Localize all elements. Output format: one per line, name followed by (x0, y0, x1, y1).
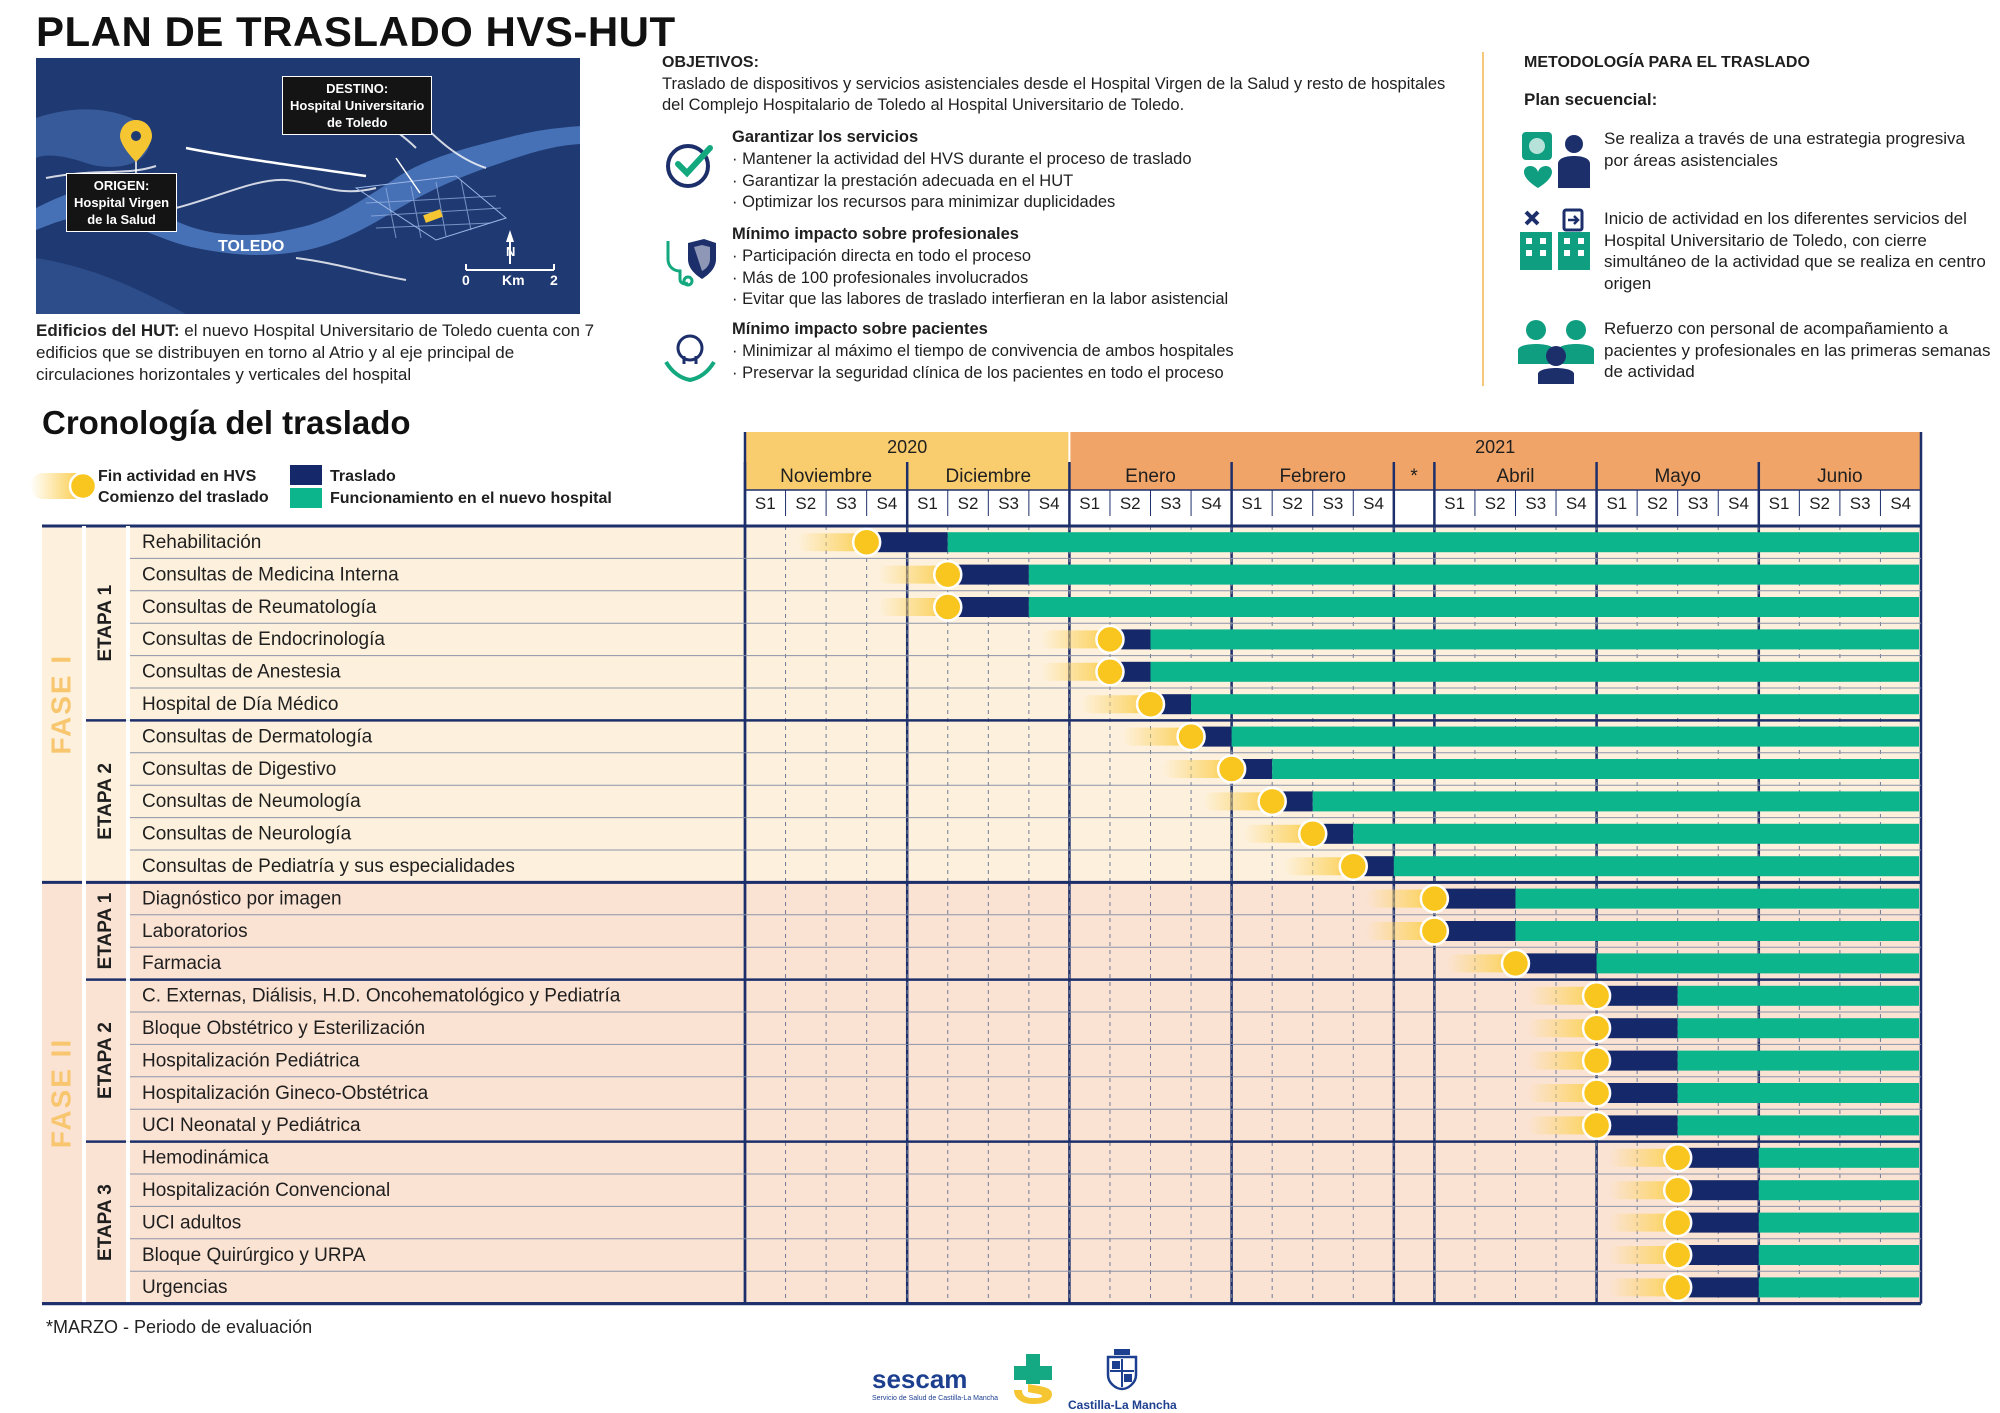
scale-unit: Km (502, 272, 525, 288)
service-label: Consultas de Anestesia (142, 661, 341, 683)
year-label: 2021 (1475, 437, 1516, 457)
legend-traslado-label: Traslado (330, 468, 396, 485)
service-label: Hospital de Día Médico (142, 694, 339, 715)
month-label: Junio (1817, 466, 1863, 487)
objetivo-block: Mínimo impacto sobre profesionales · Participación directa en todo el proceso · Más de 100 profesionales involucrados · Evitar que las labores de traslado interfieran en la labor asistencial (662, 225, 1422, 315)
fase-label: FASE I (45, 653, 77, 755)
funcionamiento-bar (1678, 1051, 1919, 1071)
funcionamiento-bar (1759, 1180, 1919, 1200)
service-label: UCI adultos (142, 1212, 242, 1234)
start-marker (1421, 885, 1448, 912)
etapa-label: ETAPA 1 (95, 892, 117, 970)
origen-label: ORIGEN: Hospital Virgen de la Salud (66, 173, 177, 232)
week-label: S4 (1728, 494, 1749, 513)
week-label: S3 (998, 494, 1019, 513)
objetivos-description: Traslado de dispositivos y servicios asistenciales desde el Hospital Virgen de la Salud y resto de hospitales del Complejo Hospitalario de Toledo al Hospital Universitario de Toledo. (662, 75, 1446, 114)
week-label: S1 (1444, 494, 1466, 513)
objetivo-block: Mínimo impacto sobre pacientes · Minimizar al máximo el tiempo de convivencia de ambos hospitales · Preservar la seguridad clínica de los pacientes en todo el proceso (662, 320, 1422, 390)
week-label: S2 (1647, 494, 1668, 513)
week-cell (1394, 490, 1435, 516)
week-label: S2 (795, 494, 817, 513)
week-label: S1 (917, 494, 938, 513)
week-label: S4 (876, 494, 898, 513)
week-label: S2 (1282, 494, 1303, 513)
week-label: S2 (1119, 494, 1141, 513)
month-label: Mayo (1654, 466, 1701, 487)
month-label: Febrero (1279, 466, 1346, 487)
metodologia-heading: METODOLOGÍA PARA EL TRASLADO (1524, 54, 1810, 71)
hut-description: Edificios del HUT: el nuevo Hospital Universitario de Toledo cuenta con 7 edificios que se distribuyen en torno al Atrio y al eje principal de circulaciones horizontales y verticales del hospital (36, 321, 595, 384)
etapa-label: ETAPA 1 (95, 584, 117, 662)
week-label: S1 (1079, 494, 1101, 513)
start-marker (1299, 820, 1326, 847)
week-label: S4 (1200, 494, 1222, 513)
start-marker (1340, 853, 1367, 880)
etapa-label: ETAPA 2 (95, 1022, 117, 1099)
start-marker (1664, 1274, 1691, 1301)
etapa-label: ETAPA 3 (95, 1184, 117, 1261)
start-marker (1259, 788, 1286, 815)
funcionamiento-bar (1232, 727, 1919, 747)
funcionamiento-bar (1678, 1115, 1919, 1135)
start-marker (1137, 691, 1164, 718)
funcionamiento-bar (1678, 1083, 1919, 1103)
start-marker (934, 561, 961, 588)
service-label: Consultas de Pediatría y sus especialidades (142, 856, 515, 877)
funcionamiento-bar (1759, 1148, 1919, 1168)
service-label: Diagnóstico por imagen (142, 888, 342, 910)
start-marker (1218, 756, 1245, 783)
week-label: S3 (1525, 494, 1547, 513)
service-label: Consultas de Medicina Interna (142, 564, 399, 586)
week-label: S4 (1038, 494, 1060, 513)
service-label: Rehabilitación (142, 532, 262, 553)
start-marker (1096, 626, 1123, 653)
start-marker (1664, 1177, 1691, 1204)
start-marker (1664, 1209, 1691, 1236)
funcionamiento-bar (1759, 1213, 1919, 1233)
funcionamiento-bar (1029, 565, 1919, 585)
funcionamiento-bar (1515, 889, 1919, 909)
month-label: * (1410, 466, 1418, 487)
scale-end: 2 (550, 272, 558, 288)
week-label: S3 (1160, 494, 1182, 513)
service-label: Bloque Quirúrgico y URPA (142, 1244, 366, 1266)
fase-label: FASE II (45, 1037, 77, 1149)
service-label: Consultas de Reumatología (142, 596, 377, 618)
week-label: S4 (1363, 494, 1384, 513)
sescam-logo: sescam Servicio de Salud de Castilla-La Mancha (872, 1350, 1060, 1413)
cronologia-title: Cronología del traslado (42, 404, 411, 441)
service-label: Laboratorios (142, 920, 248, 942)
service-label: Consultas de Dermatología (142, 726, 373, 748)
service-label: UCI Neonatal y Pediátrica (142, 1115, 361, 1137)
footnote: *MARZO - Periodo de evaluación (46, 1317, 313, 1337)
start-marker (1502, 950, 1529, 977)
page-title: PLAN DE TRASLADO HVS-HUT (36, 8, 676, 55)
month-label: Abril (1496, 466, 1535, 487)
service-label: Consultas de Neumología (142, 791, 361, 813)
start-marker (1178, 723, 1205, 750)
city-label: TOLEDO (218, 238, 285, 255)
sescam-symbol-icon (1006, 1350, 1060, 1413)
funcionamiento-bar (1515, 921, 1919, 941)
service-label: Farmacia (142, 953, 222, 975)
funcionamiento-bar (1151, 629, 1919, 649)
destino-label: DESTINO: Hospital Universitario de Toledo (282, 76, 432, 135)
service-label: Hemodinámica (142, 1147, 269, 1169)
metodologia-item: Refuerzo con personal de acompañamiento a pacientes y profesionales en las primeras semanas de actividad (1518, 318, 1988, 388)
coat-of-arms-icon (1102, 1347, 1142, 1391)
week-label: S3 (1322, 494, 1344, 513)
start-marker (1664, 1144, 1691, 1171)
month-label: Enero (1125, 466, 1176, 487)
start-marker (853, 529, 880, 556)
funcionamiento-bar (1678, 986, 1919, 1006)
objetivos-heading: OBJETIVOS: (662, 54, 759, 71)
funcionamiento-bar (1313, 791, 1919, 811)
week-label: S2 (957, 494, 979, 513)
start-marker (1583, 1112, 1610, 1139)
service-label: Hospitalización Convencional (142, 1180, 391, 1201)
funcionamiento-bar (1678, 1018, 1919, 1038)
funcionamiento-bar (1759, 1245, 1919, 1265)
funcionamiento-bar (1394, 856, 1919, 876)
service-label: Consultas de Endocrinología (142, 629, 385, 651)
service-label: Hospitalización Gineco-Obstétrica (142, 1082, 429, 1104)
funcionamiento-bar (948, 532, 1919, 552)
week-label: S4 (1890, 494, 1912, 513)
legend-fin-label: Fin actividad en HVS Comienzo del traslado (98, 468, 269, 506)
metodologia-subheading: Plan secuencial: (1524, 90, 1658, 109)
week-label: S1 (1768, 494, 1790, 513)
week-label: S3 (1687, 494, 1709, 513)
funcionamiento-bar (1029, 597, 1919, 617)
service-label: Hospitalización Pediátrica (142, 1050, 360, 1072)
funcionamiento-bar (1191, 694, 1919, 714)
funcionamiento-bar (1353, 824, 1919, 844)
funcionamiento-bar (1151, 662, 1919, 682)
week-label: S2 (1484, 494, 1506, 513)
start-marker (1583, 1015, 1610, 1042)
month-label: Noviembre (780, 466, 873, 487)
start-marker (1583, 1047, 1610, 1074)
metodologia-item: Se realiza a través de una estrategia progresiva por áreas asistenciales (1518, 128, 1988, 198)
service-label: Consultas de Digestivo (142, 758, 337, 780)
funcionamiento-bar (1272, 759, 1919, 779)
month-label: Diciembre (945, 466, 1032, 487)
start-marker (1664, 1242, 1691, 1269)
year-label: 2020 (887, 437, 928, 457)
castilla-la-mancha-logo: Castilla-La Mancha (1068, 1347, 1177, 1412)
start-marker (1096, 658, 1123, 685)
etapa-label: ETAPA 2 (95, 763, 117, 840)
week-label: S1 (1241, 494, 1263, 513)
start-marker (1583, 1080, 1610, 1107)
start-marker (1583, 982, 1610, 1009)
week-label: S2 (1809, 494, 1831, 513)
start-marker (1421, 918, 1448, 945)
service-label: Urgencias (142, 1277, 228, 1299)
objetivo-block: Garantizar los servicios · Mantener la actividad del HVS durante el proceso de traslado · Garantizar la prestación adecuada en el HUT · Optimizar los recursos para minimizar duplicidades (662, 128, 1422, 218)
start-marker (934, 594, 961, 621)
service-label: Consultas de Neurología (142, 823, 352, 845)
scale-start: 0 (462, 272, 470, 288)
funcionamiento-bar (1759, 1277, 1919, 1297)
north-label: N (506, 244, 516, 259)
week-label: S4 (1565, 494, 1587, 513)
week-label: S3 (835, 494, 857, 513)
week-label: S3 (1849, 494, 1871, 513)
service-label: Bloque Obstétrico y Esterilización (142, 1018, 426, 1039)
metodologia-item: Inicio de actividad en los diferentes servicios del Hospital Universitario de Toledo, con cierre simultáneo de la actividad que se realiza en centro origen (1518, 208, 1988, 298)
legend-funcionamiento-label: Funcionamiento en el nuevo hospital (330, 490, 612, 507)
funcionamiento-bar (1597, 953, 1919, 973)
service-label: C. Externas, Diálisis, H.D. Oncohematológico y Pediatría (142, 985, 621, 1007)
week-label: S1 (1606, 494, 1628, 513)
week-label: S1 (754, 494, 776, 513)
